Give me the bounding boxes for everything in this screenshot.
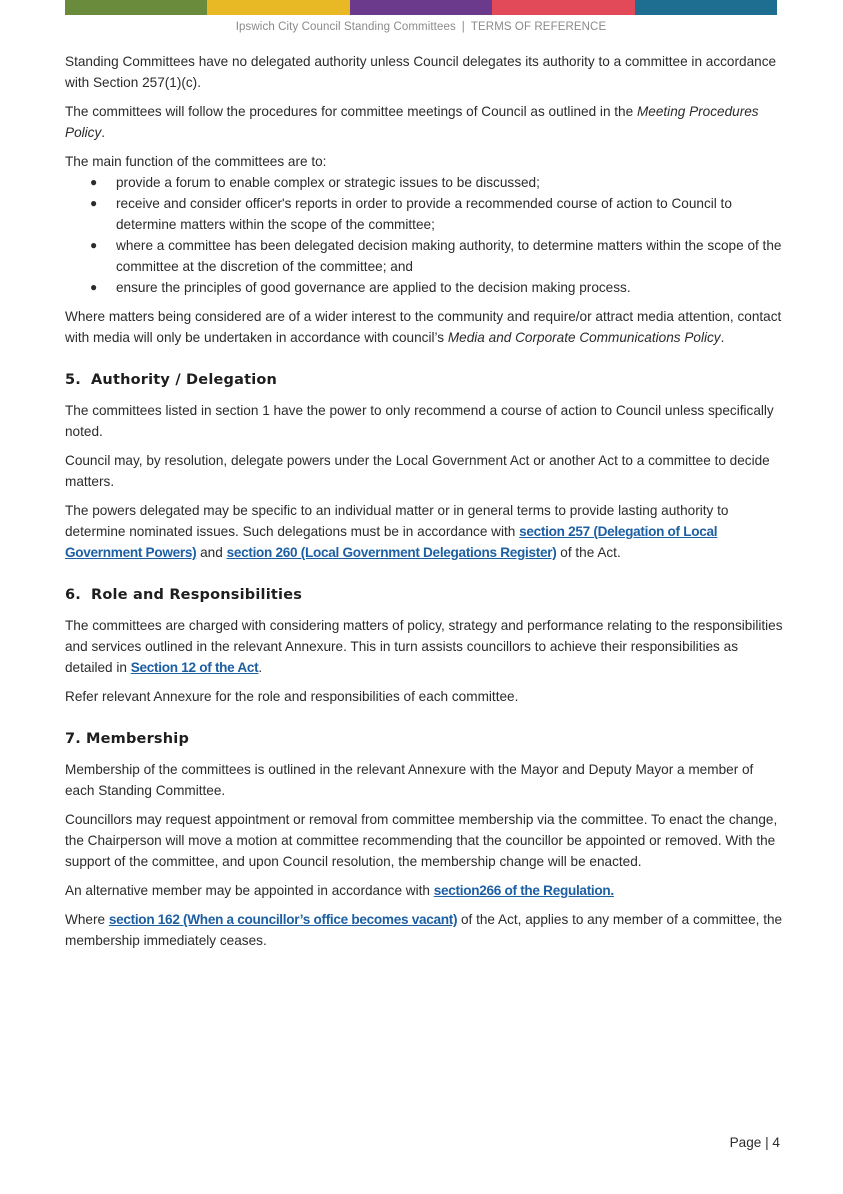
list-item	[65, 193, 783, 235]
section-5-p3-mid: and	[196, 545, 227, 560]
list-item	[65, 172, 783, 193]
running-header-subtitle: TERMS OF REFERENCE	[470, 21, 607, 33]
list-item-text: provide a forum to enable complex or strategic issues to be discussed;	[116, 175, 540, 190]
section-257-link[interactable]: section 257 (Delegation of Local Government Powers)	[65, 524, 718, 560]
color-bar-green	[65, 0, 207, 15]
section-5-paragraph-1: The committees listed in section 1 have the power to only recommend a course of action to Council unless specifically noted.	[65, 403, 774, 439]
section-260-link[interactable]: section 260 (Local Government Delegations Register)	[226, 545, 557, 560]
section-7-paragraph-3	[65, 880, 783, 901]
running-header-title: Ipswich City Council Standing Committees	[235, 21, 456, 33]
section-6-paragraph-2: Refer relevant Annexure for the role and responsibilities of each committee.	[65, 689, 519, 704]
section-5-p3-text: The powers delegated may be specific to an individual matter or in general terms to provide lasting authority to determine nominated issues. Such delegations must be in accordance with	[65, 503, 729, 539]
section-12-link[interactable]: Section 12 of the Act	[130, 660, 259, 675]
list-item-text: receive and consider officer's reports in order to provide a recommended course of action to Council to determine matters within the scope of the committee;	[116, 196, 732, 232]
media-end: .	[720, 330, 725, 345]
bullet-icon: ●	[90, 238, 98, 252]
list-item	[65, 277, 783, 298]
section-7-title: Membership	[86, 731, 190, 747]
running-header-separator: |	[461, 21, 465, 33]
section-5-heading	[65, 370, 783, 390]
list-item-text: where a committee has been delegated decision making authority, to determine matters within the scope of the committee at the discretion of the committee; and	[116, 238, 782, 274]
section-7-paragraph-4	[65, 909, 783, 951]
color-bar-blue	[635, 0, 777, 15]
page-number: Page | 4	[729, 1135, 780, 1150]
section-7-p4-end: of the Act, applies to any member of a committee, the membership immediately ceases.	[65, 912, 783, 948]
color-bar-yellow	[207, 0, 349, 15]
media-text: Where matters being considered are of a wider interest to the community and require/or attract media attention, contact with media will only be undertaken in accordance with council’s	[65, 309, 782, 345]
intro-paragraph-functions: The main function of the committees are to:	[65, 154, 327, 169]
bullet-icon: ●	[90, 175, 98, 189]
running-header	[65, 21, 777, 33]
procedures-text: The committees will follow the procedures for committee meetings of Council as outlined in the	[65, 104, 637, 119]
functions-list	[65, 172, 783, 298]
document-body	[65, 51, 783, 959]
section-7-heading	[65, 729, 783, 749]
section-162-link[interactable]: section 162 (When a councillor’s office becomes vacant)	[108, 912, 458, 927]
section-5-title: Authority / Delegation	[91, 372, 278, 388]
intro-paragraph-media	[65, 306, 783, 348]
section-5-p3-end: of the Act.	[556, 545, 621, 560]
procedures-end: .	[101, 125, 106, 140]
list-item	[65, 235, 783, 277]
section-7-p3-text: An alternative member may be appointed in accordance with	[65, 883, 434, 898]
section-7-number: 7.	[65, 731, 81, 747]
media-policy-title: Media and Corporate Communications Policy	[447, 330, 721, 345]
color-bar-purple	[350, 0, 492, 15]
section-6-number: 6.	[65, 587, 81, 603]
section-6-p1-end: .	[258, 660, 263, 675]
section-6-p1-text: The committees are charged with considering matters of policy, strategy and performance relating to the responsibilities and services outlined in the relevant Annexure. This in turn assists councillors to achieve their responsibilities as detailed in	[65, 618, 783, 675]
bullet-icon: ●	[90, 280, 98, 294]
section-5-paragraph-3	[65, 500, 783, 563]
intro-paragraph-authority: Standing Committees have no delegated authority unless Council delegates its authority to a committee in accordance with Section 257(1)(c).	[65, 54, 777, 90]
section-7-paragraph-2: Councillors may request appointment or removal from committee membership via the committee. To enact the change, the Chairperson will move a motion at committee recommending that the councillor be appointed or removed. With the support of the committee, and upon Council resolution, the membership change will be enacted.	[65, 812, 778, 869]
section-5-number: 5.	[65, 372, 81, 388]
section-7-p4-start: Where	[65, 912, 109, 927]
list-item-text: ensure the principles of good governance are applied to the decision making process.	[116, 280, 631, 295]
section-7-paragraph-1: Membership of the committees is outlined in the relevant Annexure with the Mayor and Deputy Mayor a member of each Standing Committee.	[65, 762, 754, 798]
header-color-bar	[65, 0, 777, 15]
section-6-paragraph-1	[65, 615, 783, 678]
color-bar-red	[492, 0, 634, 15]
section-6-heading	[65, 585, 783, 605]
intro-paragraph-procedures	[65, 101, 783, 143]
meeting-procedures-policy-title: Meeting Procedures Policy	[65, 104, 759, 140]
section-6-title: Role and Responsibilities	[91, 587, 303, 603]
section-266-link[interactable]: section266 of the Regulation.	[433, 883, 614, 898]
section-5-paragraph-2: Council may, by resolution, delegate powers under the Local Government Act or another Act to a committee to decide matters.	[65, 453, 770, 489]
bullet-icon: ●	[90, 196, 98, 210]
